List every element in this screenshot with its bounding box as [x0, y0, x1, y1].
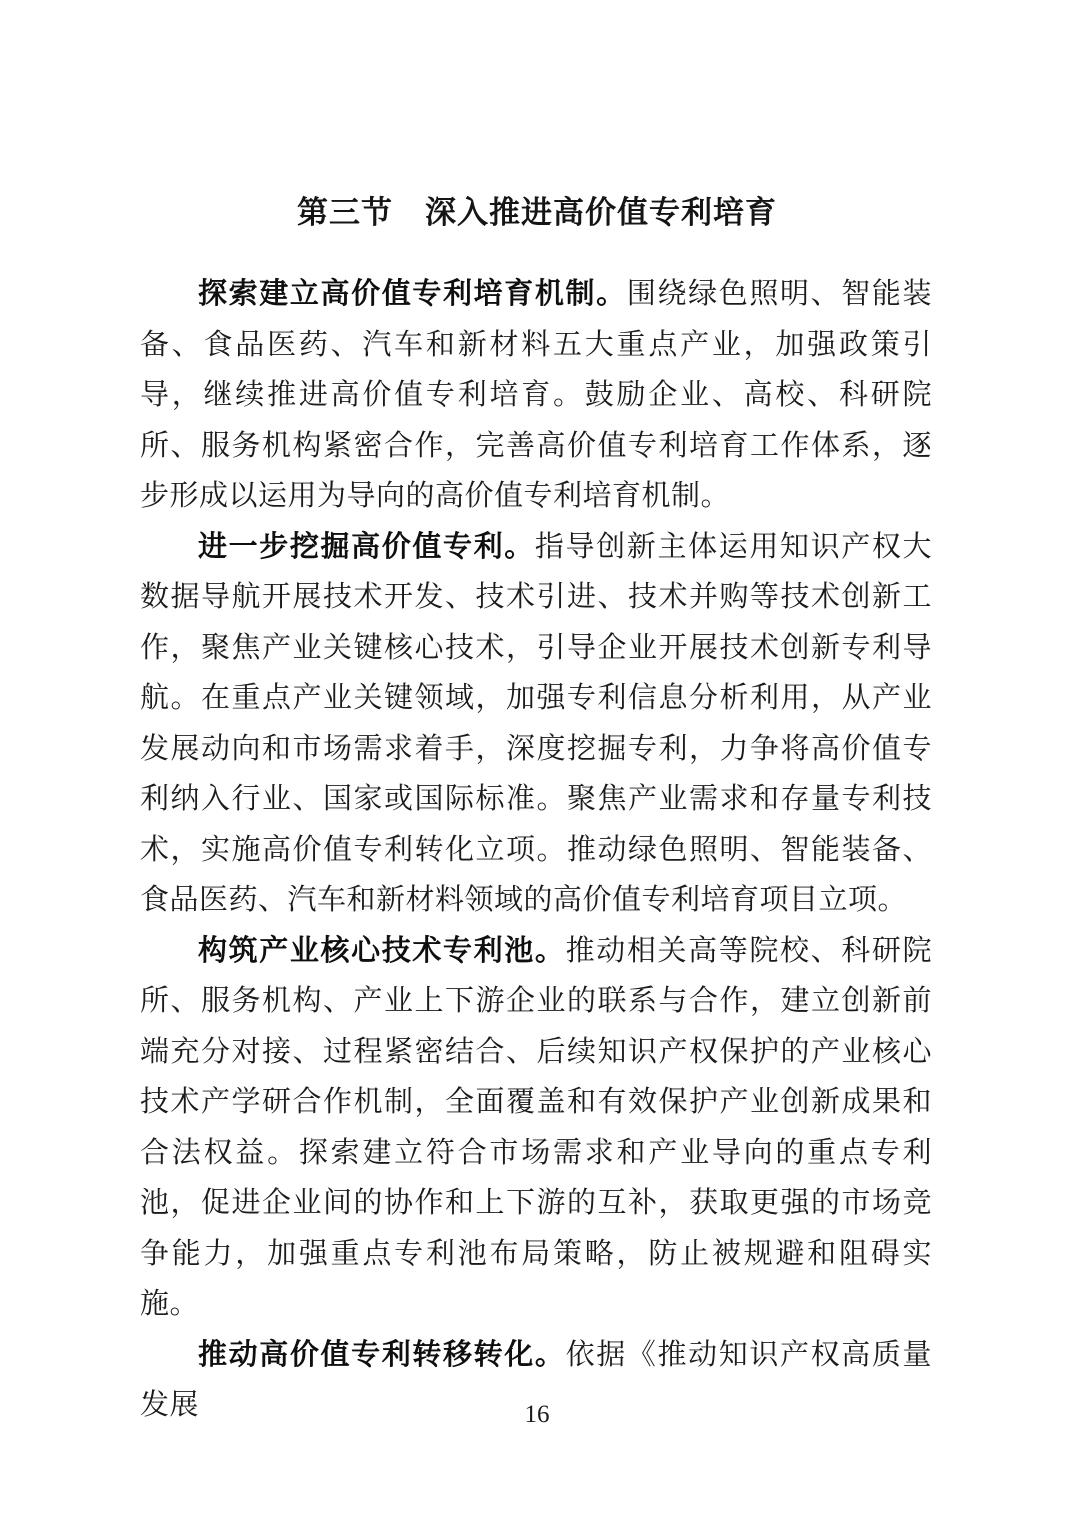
paragraph-3-lead: 构筑产业核心技术专利池。	[198, 934, 566, 967]
page-number: 16	[524, 1401, 550, 1428]
paragraph-2-text: 指导创新主体运用知识产权大数据导航开展技术开发、技术引进、技术并购等技术创新工作，聚焦产业关键核心技术，引导企业开展技术创新专利导航。在重点产业关键领域，加强专利信息分析利用，从产业发展动向和市场需求着手，深度挖掘专利，力争将高价值专利纳入行业、国家或国际标准。聚焦产业需求和存量专利技术，实施高价值专利转化立项。推动绿色照明、智能装备、食品医药、汽车和新材料领域的高价值专利培育项目立项。	[140, 530, 932, 916]
paragraph-4-text: 依据《推动知识产权高质量发展	[140, 1338, 932, 1421]
paragraph-2-lead: 进一步挖掘高价值专利。	[198, 530, 535, 563]
document-body	[140, 269, 932, 1431]
paragraph-2	[140, 522, 932, 926]
paragraph-3-text: 推动相关高等院校、科研院所、服务机构、产业上下游企业的联系与合作，建立创新前端充分对接、过程紧密结合、后续知识产权保护的产业核心技术产学研合作机制，全面覆盖和有效保护产业创新成果和合法权益。探索建立符合市场需求和产业导向的重点专利池，促进企业间的协作和上下游的互补，获取更强的市场竞争能力，加强重点专利池布局策略，防止被规避和阻碍实施。	[140, 934, 932, 1320]
section-title: 第三节 深入推进高价值专利培育	[297, 195, 777, 230]
paragraph-1	[140, 269, 932, 522]
paragraph-1-text: 围绕绿色照明、智能装备、食品医药、汽车和新材料五大重点产业，加强政策引导，继续推进高价值专利培育。鼓励企业、高校、科研院所、服务机构紧密合作，完善高价值专利培育工作体系，逐步形成以运用为导向的高价值专利培育机制。	[140, 278, 932, 512]
paragraph-4-lead: 推动高价值专利转移转化。	[198, 1338, 566, 1371]
paragraph-1-lead: 探索建立高价值专利培育机制。	[198, 278, 627, 310]
paragraph-3	[140, 926, 932, 1330]
